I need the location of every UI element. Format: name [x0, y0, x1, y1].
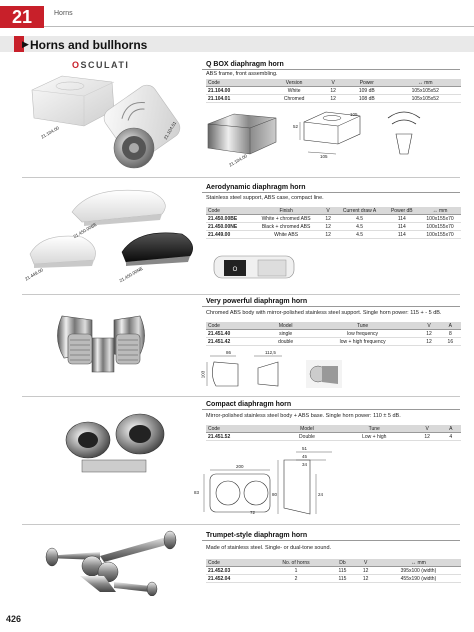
column-header: Code	[206, 559, 262, 567]
dimension-label: 112,5	[265, 350, 276, 355]
qbox-product-photo	[22, 68, 202, 173]
table-row: 21.104.00 White 12 109 dB 105x105x52	[206, 87, 461, 95]
dimension-label: 24	[318, 492, 324, 497]
table-row: 21.450.00NE Black + chromed ABS 12 4.5 114 100x155x70	[206, 223, 461, 231]
product-code-label: 21.449.00	[24, 267, 44, 282]
title-divider	[202, 540, 460, 541]
product-title: Q BOX diaphragm horn	[206, 61, 284, 68]
table-row: 21.450.00BE White + chromed ABS 12 4.5 114 100x155x70	[206, 215, 461, 223]
compact-product-photo	[52, 404, 192, 504]
header-divider	[44, 26, 474, 27]
product-description: ABS frame, front assembling.	[206, 71, 278, 77]
table-row: 21.449.00 White ABS 12 4.5 114 100x155x70	[206, 231, 461, 239]
spec-table-very-powerful	[206, 322, 461, 346]
dimension-label: 34	[302, 462, 308, 467]
product-description: Chromed ABS body with mirror-polished stainless steel support. Single horn power: 115 + - 5 dB.	[206, 310, 442, 316]
section-divider	[22, 396, 460, 397]
table-row: 21.451.52 Double Low + high 12 4	[206, 433, 461, 441]
table-row: 21.451.42 double low + high frequency 12 16	[206, 338, 461, 346]
section-header	[0, 36, 474, 52]
product-description: Made of stainless steel. Single- or dual-tone sound.	[206, 545, 332, 551]
column-header: No. of horns	[262, 559, 329, 567]
title-divider	[202, 306, 460, 307]
product-title: Compact diaphragm horn	[206, 401, 292, 408]
product-description: Stainless steel support, ABS case, compact line.	[206, 195, 324, 201]
compact-dimension-drawing	[200, 444, 340, 524]
dimension-label: 83	[194, 490, 200, 495]
column-header: V	[414, 425, 441, 433]
column-header: V	[322, 79, 344, 87]
column-header: Tune	[335, 425, 414, 433]
column-header: ↔ mm	[419, 207, 461, 215]
dimension-label: 86	[226, 350, 232, 355]
table-row: 21.452.04 2 115 12 455x190 (width)	[206, 575, 461, 583]
column-header: Power dB	[385, 207, 419, 215]
column-header: V	[322, 207, 335, 215]
dimension-arrow-icon: ↔	[411, 559, 418, 566]
product-title: Aerodynamic diaphragm horn	[206, 184, 306, 191]
dimension-label: 45	[302, 454, 308, 459]
column-header: A	[440, 425, 461, 433]
title-divider	[202, 69, 460, 70]
chapter-name: Horns	[54, 10, 73, 17]
column-header: Code	[206, 79, 266, 87]
svg-text:O: O	[232, 267, 238, 273]
table-row: 21.104.01 Chromed 12 108 dB 105x105x52	[206, 95, 461, 103]
product-title: Very powerful diaphragm horn	[206, 298, 308, 305]
column-header: Model	[265, 322, 307, 330]
product-code-label: 21.104.01	[162, 120, 178, 141]
dimension-arrow-icon: ↔	[432, 207, 440, 214]
product-description: Mirror-polished stainless steel body + ABS base. Single horn power: 110 ± 5 dB.	[206, 413, 401, 419]
column-header: A	[440, 322, 461, 330]
column-header: ↔ mm	[376, 559, 461, 567]
column-header: Model	[279, 425, 334, 433]
column-header: Version	[266, 79, 322, 87]
column-header: V	[355, 559, 376, 567]
dimension-label: 105	[320, 154, 328, 159]
column-header: Current draw A	[335, 207, 385, 215]
product-code-label: 21.104.00	[40, 125, 60, 140]
column-header: Finish	[251, 207, 322, 215]
dimension-label: 200	[236, 464, 244, 469]
column-header: ↔ mm	[390, 79, 462, 87]
dimension-label: 103	[200, 370, 206, 379]
spec-table-aerodynamic	[206, 207, 461, 239]
brand-logo-mark: O	[72, 60, 81, 70]
product-code-label: 21.450.00NE	[118, 265, 144, 284]
product-code-label: 21.104.00	[228, 153, 248, 168]
spec-table-trumpet	[206, 559, 461, 583]
section-divider	[22, 294, 460, 295]
chapter-number: 21	[0, 6, 44, 28]
title-divider	[202, 192, 460, 193]
dimension-label: 72	[250, 510, 256, 515]
dimension-label: 80	[272, 492, 278, 497]
very-powerful-product-photo	[52, 298, 182, 378]
very-powerful-dimension-drawing	[206, 350, 346, 392]
spec-table-qbox	[206, 79, 461, 103]
section-arrow-icon: ▶	[22, 39, 29, 49]
table-row: 21.451.40 single low frequency 12 8	[206, 330, 461, 338]
column-header: Db	[330, 559, 356, 567]
column-header: Power	[344, 79, 389, 87]
column-header: Code	[206, 322, 265, 330]
section-divider	[22, 177, 460, 178]
section-title: Horns and bullhorns	[30, 38, 148, 52]
title-divider	[202, 409, 460, 410]
dimension-arrow-icon: ↔	[417, 79, 425, 86]
section-divider	[22, 524, 460, 525]
dimension-label: 52	[293, 124, 299, 129]
trumpet-product-photo	[40, 526, 190, 596]
column-header: Code	[206, 425, 279, 433]
column-header: Tune	[307, 322, 418, 330]
page-number: 426	[6, 614, 22, 624]
brand-logo: OSCULATI	[72, 60, 130, 70]
chapter-header	[0, 6, 474, 28]
table-row: 21.452.03 1 115 12 395x100 (width)	[206, 567, 461, 575]
product-title: Trumpet-style diaphragm horn	[206, 532, 308, 539]
dimension-label: 51	[302, 446, 308, 451]
product-code-label: 21.450.00BE	[72, 221, 98, 240]
column-header: V	[418, 322, 439, 330]
spec-table-compact	[206, 425, 461, 441]
dimension-label: 105	[350, 112, 358, 117]
aerodynamic-detail-photo	[210, 246, 300, 284]
aerodynamic-product-photo	[22, 182, 202, 292]
column-header: Code	[206, 207, 251, 215]
